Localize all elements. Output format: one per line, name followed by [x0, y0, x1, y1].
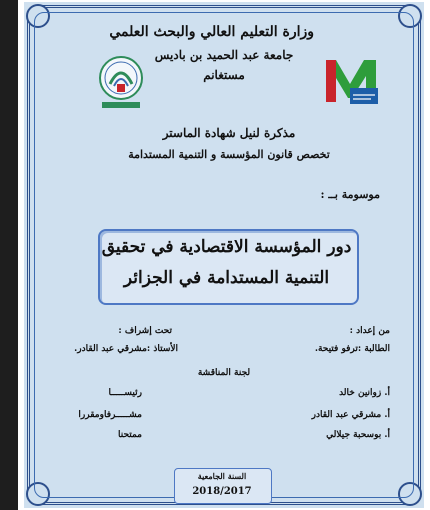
prepared-by-label: من إعداد : [349, 326, 390, 336]
student-name: الطالبة :ترفو فتيحة. [314, 344, 390, 354]
academic-year-value: 2018/2017 [192, 486, 252, 497]
university-logo [320, 50, 382, 110]
faculty-logo [96, 54, 146, 112]
thesis-title-line-2: التنمية المستدامة في الجزائر [123, 268, 330, 288]
viewer-dark-bar [0, 0, 18, 510]
committee-member-role: رئيســـــا [108, 388, 142, 398]
university-name: جامعة عبد الحميد بن باديس [154, 48, 294, 62]
committee-member-name: أ. مشرقي عبد القادر [311, 410, 390, 420]
academic-year-label: السنة الجامعية [197, 471, 247, 481]
document-page [24, 2, 424, 508]
committee-title: لجنة المناقشة [197, 368, 251, 378]
degree-line: مذكرة لنيل شهادة الماستر [162, 126, 296, 140]
ministry-name: وزارة التعليم العالي والبحث العلمي [109, 24, 314, 40]
committee-member-name: أ. زوانين خالد [339, 388, 390, 398]
city-name: مستغانم [203, 68, 245, 82]
supervised-by-label: تحت إشراف : [118, 326, 172, 336]
committee-member-role: ممتحنا [117, 430, 142, 440]
supervisor-name: الأستاذ :مشرقي عبد القادر. [74, 344, 178, 354]
thesis-title-line-1: دور المؤسسة الاقتصادية في تحقيق [101, 237, 352, 257]
titled-label: موسومة بــ : [320, 188, 380, 201]
committee-member-role: مشـــــرفاومقررا [78, 410, 142, 420]
committee-member-name: أ. بوسحبة جيلالي [326, 430, 390, 440]
specialty-line: تخصص قانون المؤسسة و التنمية المستدامة [128, 148, 330, 161]
